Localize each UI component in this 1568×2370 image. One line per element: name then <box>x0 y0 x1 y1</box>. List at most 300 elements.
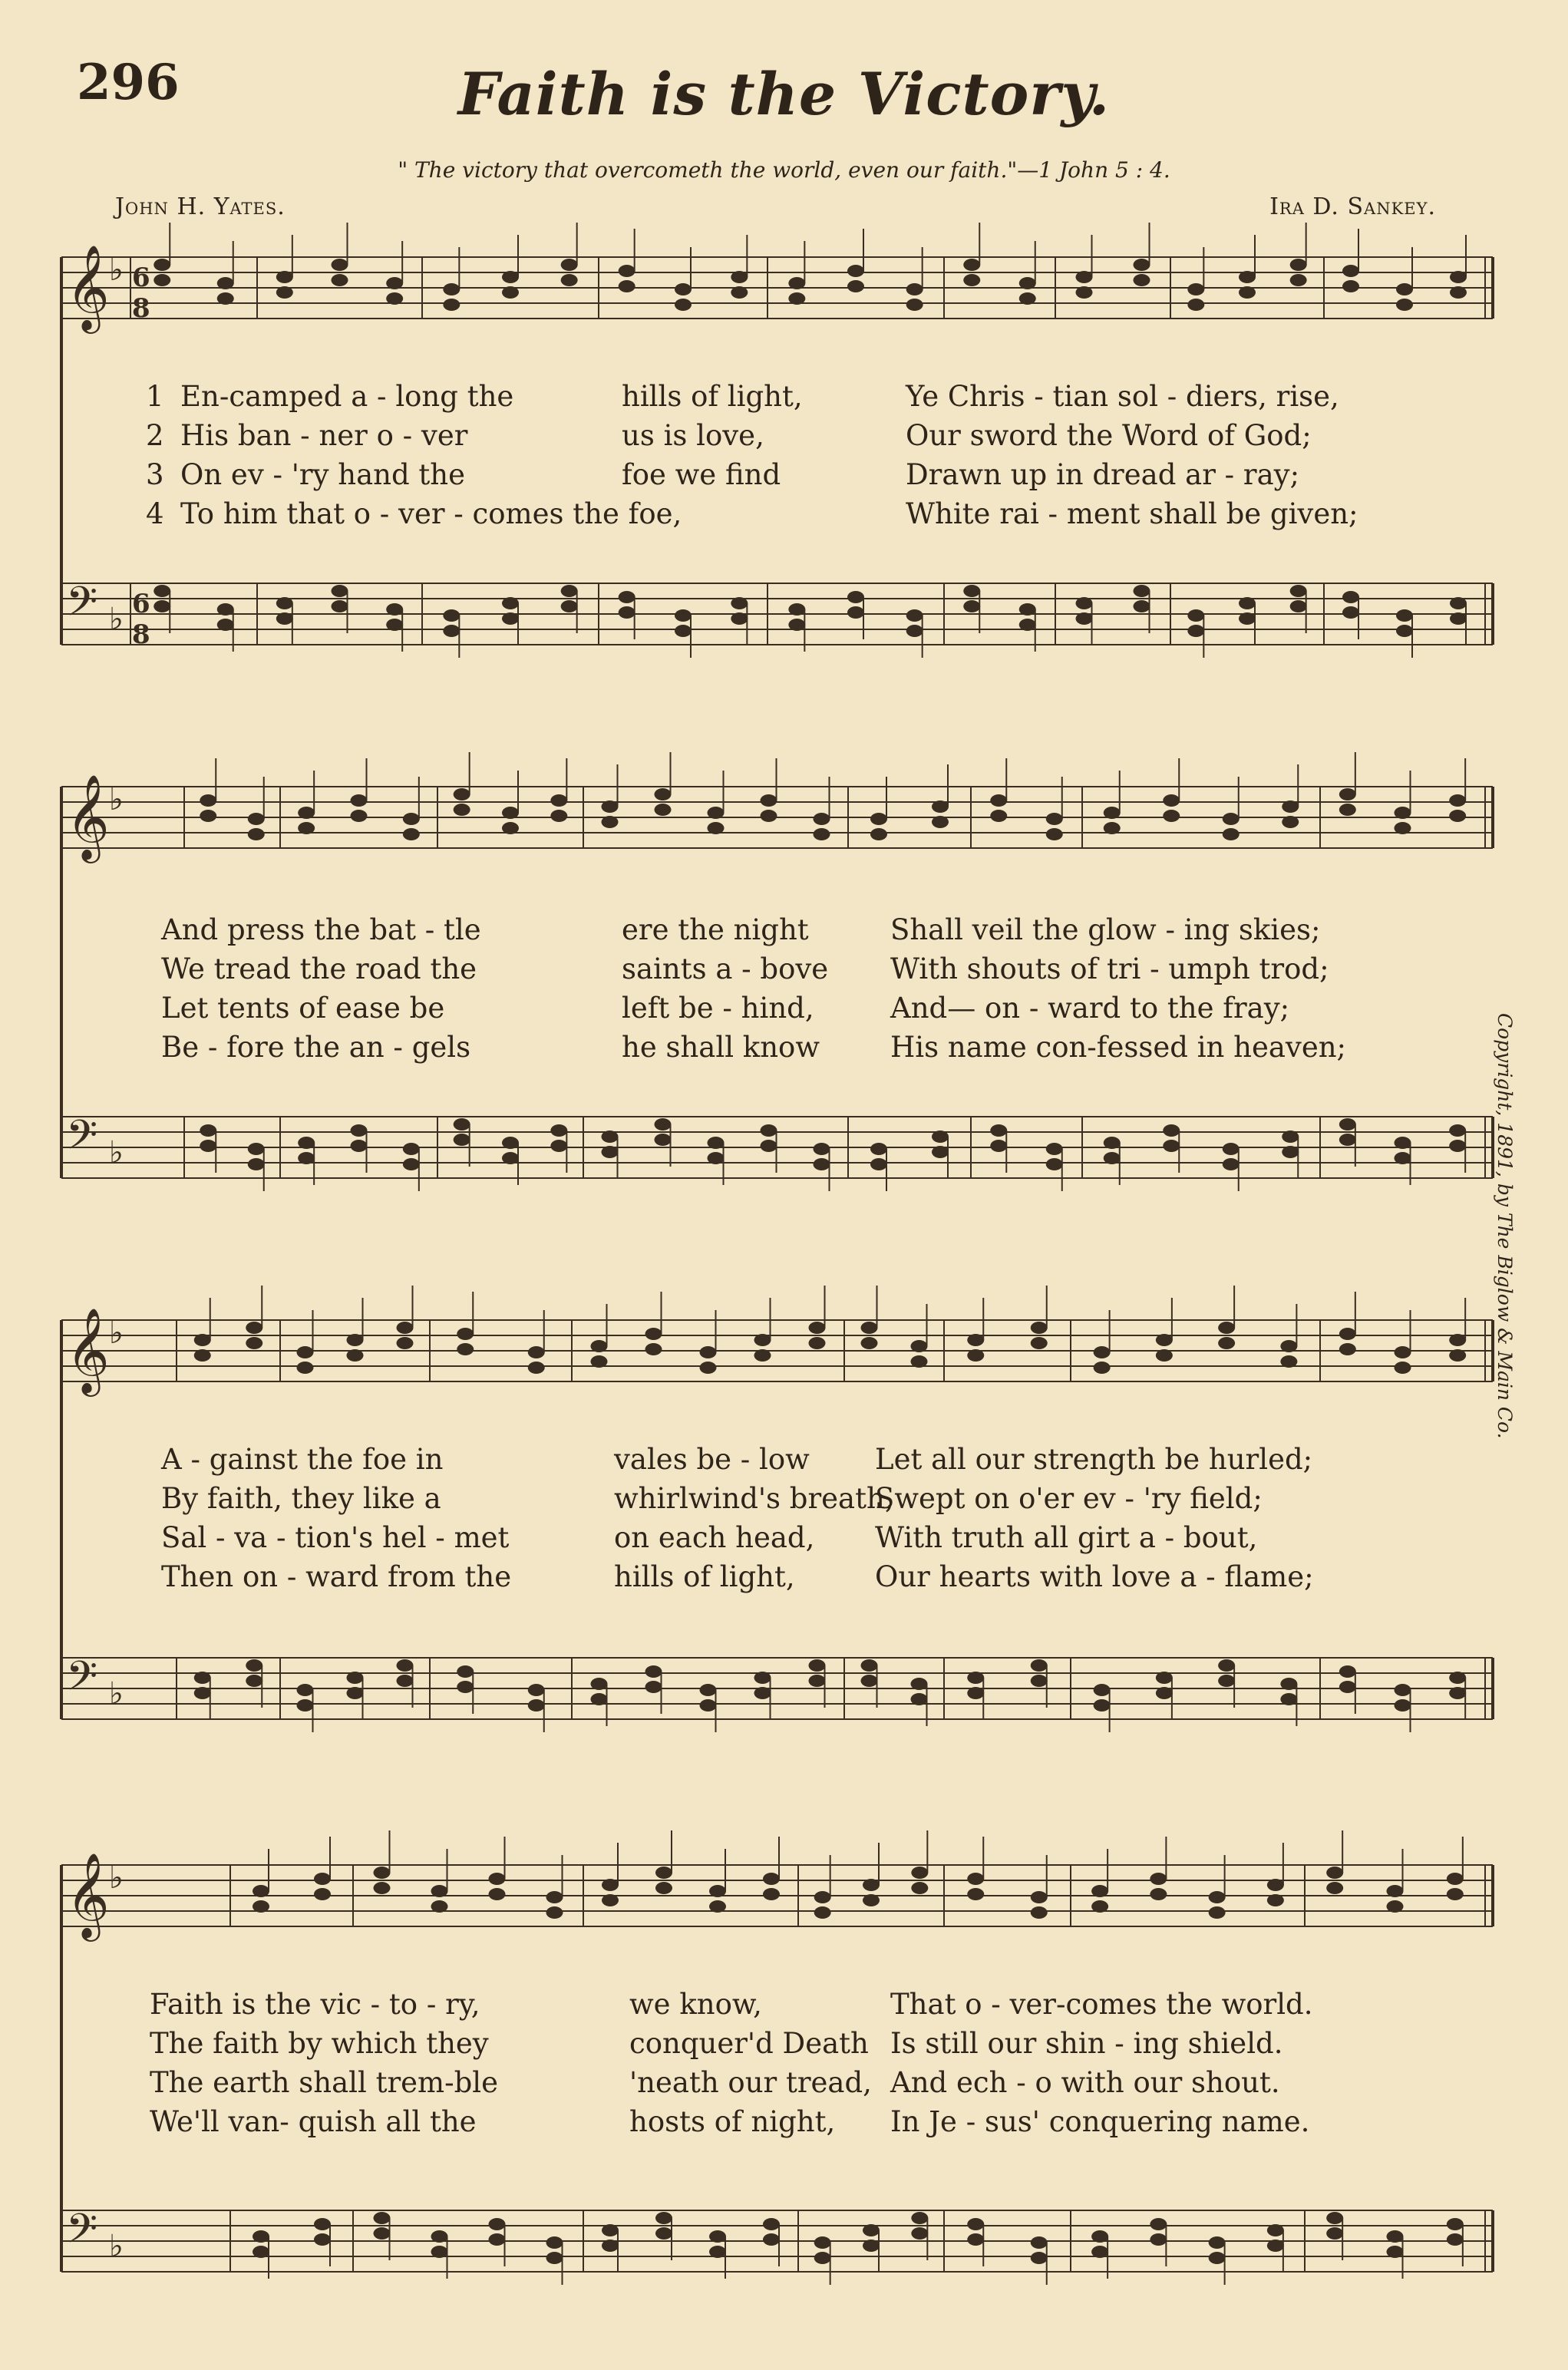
lyric-text: hills of light, <box>622 380 803 413</box>
note-head <box>709 2230 726 2243</box>
lyric-text: With truth all girt a - bout, <box>875 1521 1258 1554</box>
note-head <box>1209 1906 1226 1919</box>
note-head <box>1267 2224 1284 2236</box>
note-head <box>1031 1659 1048 1672</box>
note-head <box>1046 828 1063 840</box>
note-head <box>347 1349 364 1362</box>
note-head <box>1267 2240 1284 2252</box>
note-head <box>374 1867 391 1879</box>
note-head <box>314 2233 331 2246</box>
time-signature-bottom: 8 <box>132 619 150 650</box>
verse-number: 1 <box>146 380 164 413</box>
note-head <box>1395 1152 1411 1164</box>
note-head <box>1209 2236 1226 2249</box>
note-head <box>911 1340 928 1352</box>
lyric-text: And press the bat - tle <box>161 913 481 946</box>
note-head <box>351 1140 368 1152</box>
note-head <box>1239 597 1256 609</box>
note-head <box>248 813 265 825</box>
note-head <box>1339 804 1356 816</box>
note-head <box>967 1873 984 1885</box>
note-head <box>870 1143 887 1155</box>
note-head <box>870 813 887 825</box>
note-head <box>814 828 830 840</box>
lyric-text: Sal - va - tion's hel - met <box>161 1521 510 1554</box>
note-head <box>1091 1900 1108 1913</box>
note-head <box>1395 807 1411 819</box>
note-head <box>1395 822 1411 834</box>
lyric-text: hosts of night, <box>629 2105 836 2138</box>
note-head <box>431 1900 448 1913</box>
note-head <box>1342 280 1359 292</box>
verse-number: 2 <box>146 419 164 452</box>
note-head <box>911 1882 928 1894</box>
note-head <box>911 1355 928 1368</box>
lyric-text: Shall veil the glow - ing skies; <box>890 913 1321 946</box>
note-head <box>1094 1346 1111 1358</box>
bass-clef: 𝄢 <box>66 1112 98 1169</box>
note-head <box>403 813 420 825</box>
note-head <box>246 1322 262 1334</box>
lyric-text: Swept on o'er ev - 'ry field; <box>875 1482 1263 1515</box>
note-head <box>754 1334 771 1346</box>
lyric-text: To him that o - ver - comes the foe, <box>180 497 682 530</box>
note-head <box>861 1337 878 1349</box>
lyric-text: Be - fore the an - gels <box>161 1031 471 1064</box>
note-head <box>1339 1343 1356 1355</box>
note-head <box>1290 274 1307 286</box>
bass-clef: 𝄢 <box>66 579 98 635</box>
note-head <box>502 807 519 819</box>
note-head <box>457 1665 474 1678</box>
note-head <box>386 603 403 616</box>
note-head <box>847 591 864 603</box>
note-head <box>1031 2252 1048 2264</box>
note-head <box>645 1665 662 1678</box>
lyric-text: The faith by which they <box>150 2027 489 2060</box>
note-head <box>591 1678 608 1690</box>
note-head <box>1218 1659 1235 1672</box>
note-head <box>1449 1334 1466 1346</box>
note-head <box>502 822 519 834</box>
lyric-text: we know, <box>629 1988 762 2021</box>
note-head <box>217 277 234 289</box>
note-head <box>1280 1693 1297 1705</box>
note-head <box>298 1152 315 1164</box>
note-head <box>217 292 234 305</box>
note-head <box>1209 2252 1226 2264</box>
note-head <box>502 286 519 299</box>
key-signature-flat: ♭ <box>109 1135 124 1170</box>
note-head <box>700 1346 717 1358</box>
note-head <box>1187 283 1204 295</box>
note-head <box>814 1158 830 1170</box>
note-head <box>347 1334 364 1346</box>
note-head <box>246 1337 262 1349</box>
lyric-text: Our hearts with love a - flame; <box>875 1560 1314 1593</box>
note-head <box>1031 2236 1048 2249</box>
note-head <box>1104 1152 1121 1164</box>
note-head <box>655 1118 672 1131</box>
note-head <box>194 1672 211 1684</box>
note-head <box>217 619 234 631</box>
note-head <box>253 1900 269 1913</box>
note-head <box>332 274 348 286</box>
note-head <box>1387 1900 1404 1913</box>
note-head <box>932 1131 949 1143</box>
lyric-text: We'll van- quish all the <box>150 2105 477 2138</box>
note-head <box>397 1322 414 1334</box>
note-head <box>911 1693 928 1705</box>
time-signature-bottom: 8 <box>132 293 150 324</box>
note-head <box>528 1684 545 1696</box>
author-credit: John H. Yates. <box>115 193 286 220</box>
lyric-text: On ev - 'ry hand the <box>180 458 466 491</box>
note-head <box>645 1328 662 1340</box>
note-head <box>1163 794 1180 807</box>
note-head <box>1326 2227 1343 2240</box>
note-head <box>963 274 980 286</box>
note-head <box>351 810 368 822</box>
note-head <box>248 828 265 840</box>
note-head <box>700 1362 717 1374</box>
lyric-text: In Je - sus' conquering name. <box>890 2105 1310 2138</box>
note-head <box>403 1158 420 1170</box>
note-head <box>546 1891 563 1903</box>
note-head <box>861 1675 878 1687</box>
lyric-text: His ban - ner o - ver <box>180 419 468 452</box>
note-head <box>809 1337 826 1349</box>
note-head <box>1019 603 1036 616</box>
note-head <box>967 1687 984 1699</box>
note-head <box>1396 609 1413 622</box>
note-head <box>1339 1681 1356 1693</box>
note-head <box>1239 612 1256 625</box>
note-head <box>1282 800 1299 813</box>
note-head <box>457 1343 474 1355</box>
note-head <box>457 1328 474 1340</box>
note-head <box>932 800 949 813</box>
note-head <box>431 2246 448 2258</box>
note-head <box>1239 286 1256 299</box>
lyric-text: A - gainst the foe in <box>161 1443 444 1476</box>
note-head <box>550 810 567 822</box>
note-head <box>1449 1124 1466 1137</box>
note-head <box>1267 1879 1284 1891</box>
note-head <box>457 1681 474 1693</box>
lyric-text: Drawn up in dread ar - ray; <box>906 458 1300 491</box>
note-head <box>602 800 619 813</box>
copyright-text: Copyright, 1891, by The Biglow & Main Co. <box>1494 1013 1516 1439</box>
note-head <box>1395 1362 1411 1374</box>
note-head <box>990 1124 1007 1137</box>
note-head <box>809 1675 826 1687</box>
note-head <box>276 286 293 299</box>
note-head <box>248 1158 265 1170</box>
lyric-text: That o - ver-comes the world. <box>890 1988 1313 2021</box>
key-signature-flat: ♭ <box>109 1315 124 1351</box>
note-head <box>1076 271 1093 283</box>
note-head <box>1187 299 1204 311</box>
note-head <box>911 2212 928 2224</box>
note-head <box>731 612 748 625</box>
note-head <box>1395 1346 1411 1358</box>
note-head <box>194 1349 211 1362</box>
note-head <box>546 2252 563 2264</box>
note-head <box>153 274 170 286</box>
note-head <box>619 606 635 619</box>
note-head <box>1326 2212 1343 2224</box>
verse-number: 3 <box>146 458 164 491</box>
note-head <box>602 2224 619 2236</box>
epigraph: " The victory that overcometh the world, even our faith."—1 John 5 : 4. <box>398 157 1170 183</box>
note-head <box>809 1322 826 1334</box>
note-head <box>967 1334 984 1346</box>
note-head <box>814 1143 830 1155</box>
note-head <box>655 1867 672 1879</box>
note-head <box>761 794 777 807</box>
note-head <box>814 1891 831 1903</box>
note-head <box>397 1659 414 1672</box>
note-head <box>1326 1867 1343 1879</box>
lyric-text: Faith is the vic - to - ry, <box>150 1988 480 2021</box>
note-head <box>1104 822 1121 834</box>
note-head <box>655 2227 672 2240</box>
note-head <box>200 810 216 822</box>
note-head <box>1046 1143 1063 1155</box>
note-head <box>246 1659 262 1672</box>
note-head <box>1326 1882 1343 1894</box>
note-head <box>489 1888 506 1900</box>
note-head <box>814 1906 831 1919</box>
note-head <box>1450 271 1467 283</box>
note-head <box>911 1867 928 1879</box>
note-head <box>314 1888 331 1900</box>
note-head <box>990 794 1007 807</box>
note-head <box>374 2212 391 2224</box>
note-head <box>990 810 1007 822</box>
note-head <box>1280 1678 1297 1690</box>
lyric-text: whirlwind's breath, <box>614 1482 894 1515</box>
note-head <box>591 1693 608 1705</box>
note-head <box>454 1118 470 1131</box>
note-head <box>591 1340 608 1352</box>
note-head <box>932 1146 949 1158</box>
note-head <box>502 1137 519 1149</box>
note-head <box>1290 259 1307 271</box>
note-head <box>153 600 170 612</box>
note-head <box>602 2240 619 2252</box>
note-head <box>1019 292 1036 305</box>
lyric-text: His name con-fessed in heaven; <box>890 1031 1347 1064</box>
note-head <box>431 1885 448 1897</box>
note-head <box>655 804 672 816</box>
note-head <box>332 259 348 271</box>
note-head <box>763 2218 780 2230</box>
note-head <box>276 597 293 609</box>
note-head <box>645 1343 662 1355</box>
note-head <box>1218 1337 1235 1349</box>
note-head <box>1396 283 1413 295</box>
note-head <box>709 2246 726 2258</box>
note-head <box>1449 1349 1466 1362</box>
note-head <box>1031 1322 1048 1334</box>
note-head <box>763 1873 780 1885</box>
note-head <box>655 1882 672 1894</box>
note-head <box>332 600 348 612</box>
note-head <box>675 625 692 637</box>
note-head <box>1342 606 1359 619</box>
note-head <box>253 2246 269 2258</box>
note-head <box>1163 1124 1180 1137</box>
note-head <box>443 283 460 295</box>
note-head <box>502 271 519 283</box>
lyric-text: We tread the road the <box>161 952 477 985</box>
note-head <box>561 274 578 286</box>
note-head <box>700 1699 717 1711</box>
note-head <box>1387 2246 1404 2258</box>
lyric-text: vales be - low <box>614 1443 810 1476</box>
note-head <box>709 1885 726 1897</box>
note-head <box>932 816 949 828</box>
lyric-text: Then on - ward from the <box>161 1560 512 1593</box>
note-head <box>200 1124 216 1137</box>
note-head <box>1290 585 1307 597</box>
key-signature-flat: ♭ <box>109 2229 124 2264</box>
note-head <box>754 1349 771 1362</box>
note-head <box>351 1124 368 1137</box>
lyric-text: By faith, they like a <box>161 1482 441 1515</box>
lyric-text: 'neath our tread, <box>629 2066 872 2099</box>
note-head <box>708 822 725 834</box>
note-head <box>1046 813 1063 825</box>
note-head <box>1150 1873 1167 1885</box>
note-head <box>1447 2218 1464 2230</box>
note-head <box>502 597 519 609</box>
note-head <box>546 2236 563 2249</box>
note-head <box>1150 2233 1167 2246</box>
note-head <box>870 828 887 840</box>
note-head <box>906 625 923 637</box>
note-head <box>443 625 460 637</box>
note-head <box>1396 625 1413 637</box>
note-head <box>967 1349 984 1362</box>
note-head <box>1091 1885 1108 1897</box>
note-head <box>454 1134 470 1146</box>
note-head <box>546 1906 563 1919</box>
note-head <box>528 1346 545 1358</box>
note-head <box>708 1152 725 1164</box>
note-head <box>374 1882 391 1894</box>
note-head <box>1076 597 1093 609</box>
note-head <box>1094 1699 1111 1711</box>
note-head <box>454 788 470 800</box>
note-head <box>847 280 864 292</box>
note-head <box>731 271 748 283</box>
note-head <box>761 1140 777 1152</box>
note-head <box>1156 1672 1173 1684</box>
note-head <box>314 1873 331 1885</box>
note-head <box>1019 619 1036 631</box>
note-head <box>1387 1885 1404 1897</box>
note-head <box>761 810 777 822</box>
note-head <box>1156 1334 1173 1346</box>
note-head <box>1031 1891 1048 1903</box>
note-head <box>1282 1131 1299 1143</box>
note-head <box>403 1143 420 1155</box>
note-head <box>1449 1687 1466 1699</box>
note-head <box>675 299 692 311</box>
note-head <box>1282 1146 1299 1158</box>
note-head <box>1339 1134 1356 1146</box>
note-head <box>1282 816 1299 828</box>
note-head <box>397 1675 414 1687</box>
note-head <box>675 283 692 295</box>
note-head <box>403 828 420 840</box>
note-head <box>967 1672 984 1684</box>
note-head <box>1449 1672 1466 1684</box>
note-head <box>1076 286 1093 299</box>
note-head <box>788 277 805 289</box>
note-head <box>645 1681 662 1693</box>
note-head <box>200 794 216 807</box>
note-head <box>550 1124 567 1137</box>
note-head <box>550 1140 567 1152</box>
note-head <box>911 2227 928 2240</box>
bass-clef: 𝄢 <box>66 2206 98 2263</box>
note-head <box>591 1355 608 1368</box>
note-head <box>1091 2230 1108 2243</box>
note-head <box>386 277 403 289</box>
note-head <box>1031 1337 1048 1349</box>
note-head <box>561 600 578 612</box>
note-head <box>619 591 635 603</box>
lyric-text: left be - hind, <box>622 992 814 1025</box>
note-head <box>248 1143 265 1155</box>
note-head <box>1150 2218 1167 2230</box>
note-head <box>911 1678 928 1690</box>
note-head <box>870 1158 887 1170</box>
key-signature-flat: ♭ <box>109 1676 124 1711</box>
note-head <box>754 1687 771 1699</box>
note-head <box>297 1684 314 1696</box>
note-head <box>763 2233 780 2246</box>
note-head <box>963 259 980 271</box>
note-head <box>963 600 980 612</box>
note-head <box>276 612 293 625</box>
note-head <box>298 822 315 834</box>
note-head <box>1091 2246 1108 2258</box>
note-head <box>1387 2230 1404 2243</box>
lyric-text: hills of light, <box>614 1560 795 1593</box>
note-head <box>754 1672 771 1684</box>
note-head <box>861 1659 878 1672</box>
note-head <box>194 1334 211 1346</box>
note-head <box>443 609 460 622</box>
note-head <box>253 2230 269 2243</box>
note-head <box>1104 807 1121 819</box>
key-signature-flat: ♭ <box>109 602 124 637</box>
note-head <box>386 292 403 305</box>
verse-number: 4 <box>146 497 164 530</box>
note-head <box>814 2236 831 2249</box>
lyric-text: Ye Chris - tian sol - diers, rise, <box>906 380 1339 413</box>
note-head <box>1339 1665 1356 1678</box>
note-head <box>655 1134 672 1146</box>
lyric-text: ere the night <box>622 913 809 946</box>
note-head <box>386 619 403 631</box>
lyric-text: us is love, <box>622 419 764 452</box>
